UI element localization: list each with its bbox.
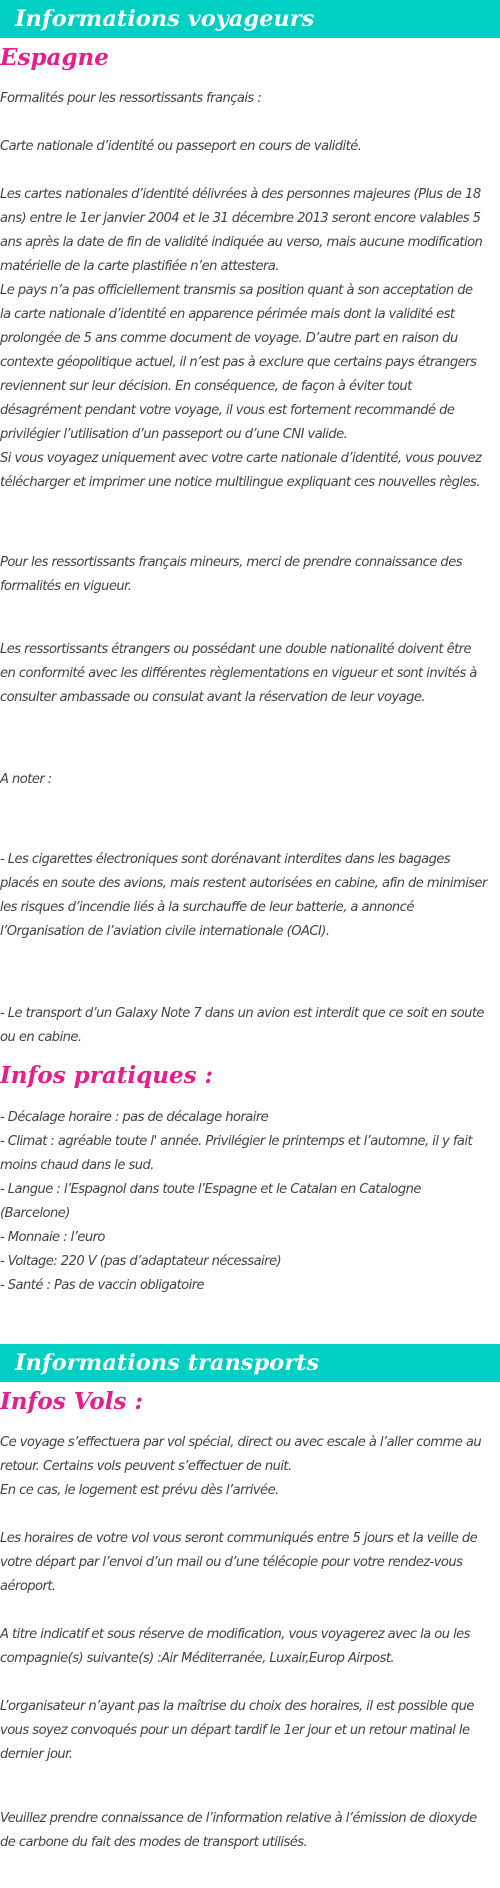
galaxy-note: - Le transport d’un Galaxy Note 7 dans un avion est interdit que ce soit en soute ou en cabine. [0,1006,484,1045]
info-langue: - Langue : l’Espagnol dans toute l’Espagne et le Catalan en Catalogne (Barcelone) [0,1182,421,1221]
a-noter-label: A noter : [0,772,52,787]
info-voltage: - Voltage: 220 V (pas d’adaptateur nécessaire) [0,1254,282,1269]
vol-special-paragraph: Ce voyage s’effectuera par vol spécial, direct ou avec escale à l’aller comme au retour. Certains vols peuvent s’effectuer de nuit. En ce cas, le logement est prévu dès l’arrivée. [0,1435,482,1498]
document-requis: Carte nationale d’identité ou passeport en cours de validité. [0,139,362,154]
etrangers-paragraph: Les ressortissants étrangers ou possédant une double nationalité doivent être en conformité avec les différentes règlementations en vigueur et sont invités à consulter ambassade ou consulat avant la réservation de leur voyage. [0,642,477,705]
infos-vols-heading: Infos Vols : [0,1388,143,1415]
organisateur-paragraph: L’organisateur n’ayant pas la maîtrise du choix des horaires, il est possible que vous soyez convoqués pour un départ tardif le 1er jour et un retour matinal le dernier jour. [0,1699,474,1762]
infos-pratiques-heading: Infos pratiques : [0,1062,214,1089]
info-climat: - Climat : agréable toute l' année. Privilégier le printemps et l’automne, il y fait moins chaud dans le sud. [0,1134,473,1173]
compagnies-paragraph: A titre indicatif et sous réserve de modification, vous voyagerez avec la ou les compagnie(s) suivante(s) :Air Méditerranée, Luxair,Europ Airpost. [0,1627,470,1666]
info-monnaie: - Monnaie : l’euro [0,1230,105,1245]
section-band-transports: Informations transports [0,1344,500,1382]
cni-paragraph: Les cartes nationales d’identité délivrées à des personnes majeures (Plus de 18 ans) entre le 1er janvier 2004 et le 31 décembre 2013 seront encore valables 5 ans après la date de fin de validité indiquée au verso, mais aucune modification matérielle de la carte plastifiée n’en attestera. Le pays n’a pas officiellement transmis sa position quant à son acceptation de la carte nationale d’identité en apparence périmée mais dont la validité est prolongée de 5 ans comme document de voyage. D’autre part en raison du contexte géopolitique actuel, il n’est pas à exclure que certains pays étrangers reviennent sur leur décision. En conséquence, de façon à éviter tout désagrément pendant votre voyage, il vous est fortement recommandé de privilégier l’utilisation d’un passeport ou d’une CNI valide. Si vous voyagez uniquement avec votre carte nationale d’identité, vous pouvez télécharger et imprimer une notice multilingue expliquant ces nouvelles règles. [0,187,483,490]
horaires-paragraph: Les horaires de votre vol vous seront communiqués entre 5 jours et la veille de votre départ par l’envoi d’un mail ou d’une télécopie pour votre rendez-vous aéroport. [0,1531,478,1594]
co2-paragraph: Veuillez prendre connaissance de l’information relative à l’émission de dioxyde de carbone du fait des modes de transport utilisés. [0,1811,477,1850]
mineurs-paragraph: Pour les ressortissants français mineurs, merci de prendre connaissance des formalités en vigueur. [0,555,462,594]
formalites-intro: Formalités pour les ressortissants français : [0,91,262,106]
info-sante: - Santé : Pas de vaccin obligatoire [0,1278,205,1293]
section-band-voyageurs: Informations voyageurs [0,0,500,38]
info-decalage: - Décalage horaire : pas de décalage horaire [0,1110,269,1125]
cigarettes-note: - Les cigarettes électroniques sont dorénavant interdites dans les bagages placés en soute des avions, mais restent autorisées en cabine, afin de minimiser les risques d’incendie liés à la surchauffe de leur batterie, a annoncé l’Organisation de l’aviation civile internationale (OACI). [0,852,487,939]
country-heading: Espagne [0,44,109,71]
